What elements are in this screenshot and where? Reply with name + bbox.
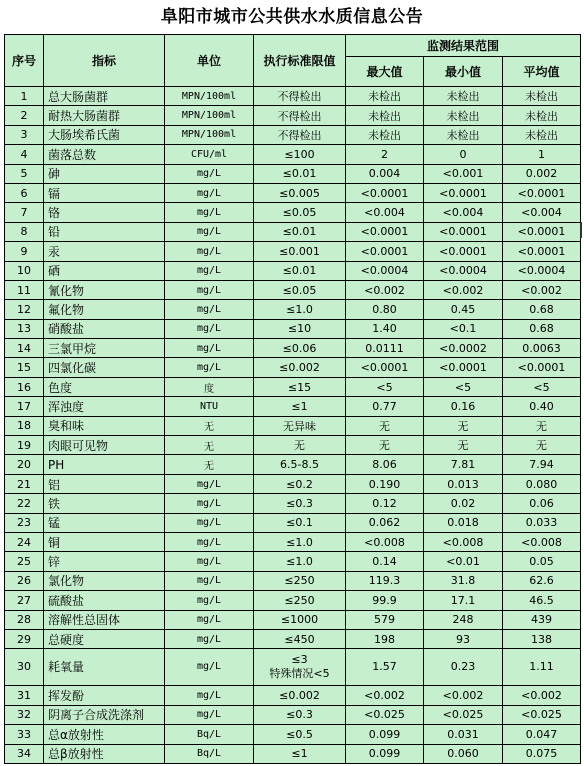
row-max: 1.57 — [346, 649, 424, 686]
table-row — [5, 261, 581, 280]
table-row — [5, 87, 581, 106]
row-unit: mg/L — [165, 571, 254, 590]
row-min: 0.16 — [424, 397, 503, 416]
row-unit: mg/L — [165, 705, 254, 724]
table-row — [5, 571, 581, 590]
row-min: 未检出 — [424, 106, 503, 125]
row-avg: 0.40 — [503, 397, 581, 416]
row-indicator: 镉 — [44, 183, 165, 202]
table-row — [5, 203, 581, 222]
header-range: 监测结果范围 — [346, 35, 581, 57]
table-row — [5, 455, 581, 474]
row-indicator: 锰 — [44, 513, 165, 532]
row-indicator: 溶解性总固体 — [44, 610, 165, 629]
row-avg: 0.047 — [503, 725, 581, 744]
table-body — [5, 87, 581, 764]
row-avg: 1 — [503, 145, 581, 164]
header-unit: 单位 — [165, 35, 254, 87]
row-index: 4 — [5, 145, 44, 164]
row-max: 579 — [346, 610, 424, 629]
row-unit: mg/L — [165, 339, 254, 358]
row-max: 1.40 — [346, 319, 424, 338]
row-limit: ≤0.06 — [254, 339, 346, 358]
row-index: 17 — [5, 397, 44, 416]
row-index: 25 — [5, 552, 44, 571]
row-avg: <0.008 — [503, 532, 581, 551]
table-row — [5, 222, 581, 241]
row-indicator: 铬 — [44, 203, 165, 222]
scrollbar-marker — [580, 222, 582, 238]
row-avg: <0.0004 — [503, 261, 581, 280]
row-min: 0.45 — [424, 300, 503, 319]
table-row — [5, 532, 581, 551]
row-index: 15 — [5, 358, 44, 377]
row-unit: mg/L — [165, 300, 254, 319]
row-min: <0.1 — [424, 319, 503, 338]
row-index: 23 — [5, 513, 44, 532]
row-indicator: 浑浊度 — [44, 397, 165, 416]
row-unit: Bq/L — [165, 725, 254, 744]
row-limit-line: ≤3 — [291, 653, 308, 667]
row-unit: mg/L — [165, 183, 254, 202]
row-index: 26 — [5, 571, 44, 590]
row-max: <0.025 — [346, 705, 424, 724]
row-unit: MPN/100ml — [165, 87, 254, 106]
row-unit: mg/L — [165, 552, 254, 571]
row-max: 0.77 — [346, 397, 424, 416]
row-max: <0.002 — [346, 280, 424, 299]
row-index: 16 — [5, 377, 44, 396]
row-limit: ≤0.3 — [254, 494, 346, 513]
row-index: 20 — [5, 455, 44, 474]
row-max: 0.12 — [346, 494, 424, 513]
row-max: 198 — [346, 629, 424, 648]
row-unit: mg/L — [165, 686, 254, 705]
row-index: 21 — [5, 474, 44, 493]
row-limit: ≤0.05 — [254, 280, 346, 299]
row-max: 无 — [346, 436, 424, 455]
row-index: 12 — [5, 300, 44, 319]
row-max: 0.80 — [346, 300, 424, 319]
row-indicator: 汞 — [44, 242, 165, 261]
header-max: 最大值 — [346, 57, 424, 87]
row-max: 0.004 — [346, 164, 424, 183]
row-unit: 无 — [165, 436, 254, 455]
table-row — [5, 164, 581, 183]
table-row — [5, 106, 581, 125]
row-indicator: 硝酸盐 — [44, 319, 165, 338]
row-limit: ≤10 — [254, 319, 346, 338]
row-min: 0.02 — [424, 494, 503, 513]
row-index: 8 — [5, 222, 44, 241]
row-unit: mg/L — [165, 358, 254, 377]
row-max: 0.099 — [346, 744, 424, 763]
row-max: <0.0001 — [346, 183, 424, 202]
table-row — [5, 183, 581, 202]
row-limit: ≤0.01 — [254, 222, 346, 241]
row-indicator: 挥发酚 — [44, 686, 165, 705]
row-unit: mg/L — [165, 474, 254, 493]
row-limit: ≤0.3 — [254, 705, 346, 724]
row-index: 18 — [5, 416, 44, 435]
row-index: 24 — [5, 532, 44, 551]
row-unit: mg/L — [165, 242, 254, 261]
row-max: 0.099 — [346, 725, 424, 744]
water-quality-table — [4, 34, 581, 764]
row-limit: ≤1000 — [254, 610, 346, 629]
row-avg: 0.033 — [503, 513, 581, 532]
row-max: 119.3 — [346, 571, 424, 590]
row-indicator: 大肠埃希氏菌 — [44, 125, 165, 144]
row-index: 2 — [5, 106, 44, 125]
table-row — [5, 319, 581, 338]
row-limit: 无异味 — [254, 416, 346, 435]
row-max: <5 — [346, 377, 424, 396]
row-index: 34 — [5, 744, 44, 763]
row-min: <0.025 — [424, 705, 503, 724]
row-avg: <0.0001 — [503, 183, 581, 202]
row-indicator: 硫酸盐 — [44, 591, 165, 610]
row-limit-note: 特殊情况<5 — [269, 667, 330, 681]
row-index: 3 — [5, 125, 44, 144]
row-max: 0.14 — [346, 552, 424, 571]
table-row — [5, 300, 581, 319]
row-unit: NTU — [165, 397, 254, 416]
row-unit: mg/L — [165, 203, 254, 222]
row-unit: 无 — [165, 455, 254, 474]
table-row — [5, 513, 581, 532]
row-index: 14 — [5, 339, 44, 358]
row-index: 1 — [5, 87, 44, 106]
row-min: <0.004 — [424, 203, 503, 222]
row-avg: <0.0001 — [503, 242, 581, 261]
table-row — [5, 591, 581, 610]
row-index: 11 — [5, 280, 44, 299]
row-avg: <0.002 — [503, 686, 581, 705]
row-unit: Bq/L — [165, 744, 254, 763]
row-indicator: 铅 — [44, 222, 165, 241]
row-limit: ≤0.1 — [254, 513, 346, 532]
row-limit: 6.5-8.5 — [254, 455, 346, 474]
table-row — [5, 416, 581, 435]
row-indicator: 硒 — [44, 261, 165, 280]
row-indicator: 锌 — [44, 552, 165, 571]
row-min: <0.008 — [424, 532, 503, 551]
row-min: <0.0001 — [424, 358, 503, 377]
row-unit: 无 — [165, 416, 254, 435]
row-max: 0.062 — [346, 513, 424, 532]
row-min: 0.031 — [424, 725, 503, 744]
row-limit — [254, 649, 346, 686]
row-max: <0.004 — [346, 203, 424, 222]
row-limit: 不得检出 — [254, 125, 346, 144]
row-min: 0.018 — [424, 513, 503, 532]
row-min: 31.8 — [424, 571, 503, 590]
row-unit: mg/L — [165, 649, 254, 686]
row-indicator: 总α放射性 — [44, 725, 165, 744]
row-unit: MPN/100ml — [165, 125, 254, 144]
table-row — [5, 744, 581, 763]
row-min: <5 — [424, 377, 503, 396]
row-min: <0.0002 — [424, 339, 503, 358]
row-avg: <5 — [503, 377, 581, 396]
row-unit: mg/L — [165, 222, 254, 241]
row-limit: 不得检出 — [254, 106, 346, 125]
header-limit: 执行标准限值 — [254, 35, 346, 87]
row-limit: ≤250 — [254, 571, 346, 590]
row-min: 93 — [424, 629, 503, 648]
table-row — [5, 436, 581, 455]
row-max: <0.0004 — [346, 261, 424, 280]
header-indicator: 指标 — [44, 35, 165, 87]
row-limit: ≤1 — [254, 397, 346, 416]
row-avg: 无 — [503, 416, 581, 435]
row-avg: 0.075 — [503, 744, 581, 763]
row-unit: mg/L — [165, 610, 254, 629]
row-max: <0.0001 — [346, 358, 424, 377]
row-index: 19 — [5, 436, 44, 455]
row-unit: mg/L — [165, 261, 254, 280]
row-min: 7.81 — [424, 455, 503, 474]
row-index: 10 — [5, 261, 44, 280]
row-max: <0.0001 — [346, 222, 424, 241]
row-min: 无 — [424, 416, 503, 435]
row-unit: mg/L — [165, 280, 254, 299]
table-row — [5, 725, 581, 744]
row-indicator: 耐热大肠菌群 — [44, 106, 165, 125]
table-row — [5, 280, 581, 299]
row-unit: 度 — [165, 377, 254, 396]
row-avg: 未检出 — [503, 87, 581, 106]
row-unit: mg/L — [165, 494, 254, 513]
row-max: <0.008 — [346, 532, 424, 551]
row-min: <0.01 — [424, 552, 503, 571]
row-indicator: 总硬度 — [44, 629, 165, 648]
row-indicator: 铝 — [44, 474, 165, 493]
table-row — [5, 686, 581, 705]
row-unit: MPN/100ml — [165, 106, 254, 125]
row-avg: 无 — [503, 436, 581, 455]
table-row — [5, 397, 581, 416]
row-index: 33 — [5, 725, 44, 744]
row-avg: 0.080 — [503, 474, 581, 493]
row-limit: ≤0.002 — [254, 686, 346, 705]
row-index: 22 — [5, 494, 44, 513]
row-min: <0.0001 — [424, 222, 503, 241]
row-max: 2 — [346, 145, 424, 164]
row-index: 6 — [5, 183, 44, 202]
row-min: <0.0001 — [424, 242, 503, 261]
row-max: 未检出 — [346, 106, 424, 125]
row-limit: 不得检出 — [254, 87, 346, 106]
row-unit: mg/L — [165, 532, 254, 551]
table-row — [5, 610, 581, 629]
header-min: 最小值 — [424, 57, 503, 87]
row-max: <0.002 — [346, 686, 424, 705]
row-limit: ≤1.0 — [254, 552, 346, 571]
row-avg: 0.06 — [503, 494, 581, 513]
row-max: 未检出 — [346, 125, 424, 144]
row-limit: ≤15 — [254, 377, 346, 396]
row-limit: ≤0.5 — [254, 725, 346, 744]
row-indicator: 砷 — [44, 164, 165, 183]
header-avg: 平均值 — [503, 57, 581, 87]
row-indicator: 三氯甲烷 — [44, 339, 165, 358]
row-limit: ≤0.005 — [254, 183, 346, 202]
row-avg: 0.002 — [503, 164, 581, 183]
row-indicator: 菌落总数 — [44, 145, 165, 164]
row-indicator: PH — [44, 455, 165, 474]
row-min: <0.0004 — [424, 261, 503, 280]
table-row — [5, 629, 581, 648]
row-min: 0.23 — [424, 649, 503, 686]
row-limit: ≤100 — [254, 145, 346, 164]
row-avg: 62.6 — [503, 571, 581, 590]
row-indicator: 氯化物 — [44, 571, 165, 590]
row-limit: ≤1 — [254, 744, 346, 763]
row-index: 28 — [5, 610, 44, 629]
row-min: 0.013 — [424, 474, 503, 493]
row-limit: ≤0.2 — [254, 474, 346, 493]
row-unit: mg/L — [165, 319, 254, 338]
row-indicator: 总大肠菌群 — [44, 87, 165, 106]
row-indicator: 耗氧量 — [44, 649, 165, 686]
row-limit: ≤250 — [254, 591, 346, 610]
table-row — [5, 339, 581, 358]
row-avg: 0.68 — [503, 300, 581, 319]
row-min: <0.0001 — [424, 183, 503, 202]
row-min: 无 — [424, 436, 503, 455]
row-unit: mg/L — [165, 629, 254, 648]
row-max: 未检出 — [346, 87, 424, 106]
row-indicator: 总β放射性 — [44, 744, 165, 763]
row-avg: 未检出 — [503, 125, 581, 144]
table-row — [5, 552, 581, 571]
table-row — [5, 242, 581, 261]
table-row — [5, 125, 581, 144]
row-unit: mg/L — [165, 591, 254, 610]
row-limit: ≤0.002 — [254, 358, 346, 377]
row-index: 30 — [5, 649, 44, 686]
row-min: 0.060 — [424, 744, 503, 763]
row-max: <0.0001 — [346, 242, 424, 261]
row-indicator: 氰化物 — [44, 280, 165, 299]
table-row — [5, 474, 581, 493]
row-index: 32 — [5, 705, 44, 724]
table-row — [5, 358, 581, 377]
row-unit: CFU/ml — [165, 145, 254, 164]
row-min: 248 — [424, 610, 503, 629]
row-indicator: 色度 — [44, 377, 165, 396]
row-unit: mg/L — [165, 513, 254, 532]
row-indicator: 氟化物 — [44, 300, 165, 319]
row-index: 7 — [5, 203, 44, 222]
row-max: 0.190 — [346, 474, 424, 493]
row-limit: ≤1.0 — [254, 532, 346, 551]
row-avg: <0.0001 — [503, 222, 581, 241]
row-indicator: 四氯化碳 — [44, 358, 165, 377]
row-index: 31 — [5, 686, 44, 705]
row-avg: 0.05 — [503, 552, 581, 571]
row-limit: ≤0.01 — [254, 261, 346, 280]
table-row — [5, 377, 581, 396]
row-max: 0.0111 — [346, 339, 424, 358]
row-max: 99.9 — [346, 591, 424, 610]
row-index: 5 — [5, 164, 44, 183]
row-min: <0.002 — [424, 686, 503, 705]
row-indicator: 铁 — [44, 494, 165, 513]
row-limit: ≤0.001 — [254, 242, 346, 261]
row-index: 27 — [5, 591, 44, 610]
row-limit: ≤0.05 — [254, 203, 346, 222]
row-limit: ≤0.01 — [254, 164, 346, 183]
row-indicator: 阴离子合成洗涤剂 — [44, 705, 165, 724]
header-index: 序号 — [5, 35, 44, 87]
row-avg: 7.94 — [503, 455, 581, 474]
row-index: 29 — [5, 629, 44, 648]
row-indicator: 臭和味 — [44, 416, 165, 435]
row-avg: 439 — [503, 610, 581, 629]
table-row — [5, 494, 581, 513]
row-limit: 无 — [254, 436, 346, 455]
row-avg: <0.0001 — [503, 358, 581, 377]
row-unit: mg/L — [165, 164, 254, 183]
row-min: 0 — [424, 145, 503, 164]
row-indicator: 铜 — [44, 532, 165, 551]
table-row — [5, 705, 581, 724]
row-avg: 1.11 — [503, 649, 581, 686]
row-min: <0.001 — [424, 164, 503, 183]
row-max: 无 — [346, 416, 424, 435]
row-limit: ≤450 — [254, 629, 346, 648]
row-limit: ≤1.0 — [254, 300, 346, 319]
row-avg: 未检出 — [503, 106, 581, 125]
row-avg: 138 — [503, 629, 581, 648]
row-min: <0.002 — [424, 280, 503, 299]
row-avg: <0.002 — [503, 280, 581, 299]
page-title: 阜阳市城市公共供水水质信息公告 — [160, 7, 424, 27]
row-indicator: 肉眼可见物 — [44, 436, 165, 455]
row-avg: 0.68 — [503, 319, 581, 338]
row-min: 未检出 — [424, 125, 503, 144]
table-row — [5, 145, 581, 164]
table-row — [5, 649, 581, 686]
row-avg: 0.0063 — [503, 339, 581, 358]
row-min: 17.1 — [424, 591, 503, 610]
row-avg: 46.5 — [503, 591, 581, 610]
row-avg: <0.025 — [503, 705, 581, 724]
row-index: 9 — [5, 242, 44, 261]
row-min: 未检出 — [424, 87, 503, 106]
row-max: 8.06 — [346, 455, 424, 474]
row-index: 13 — [5, 319, 44, 338]
row-avg: <0.004 — [503, 203, 581, 222]
